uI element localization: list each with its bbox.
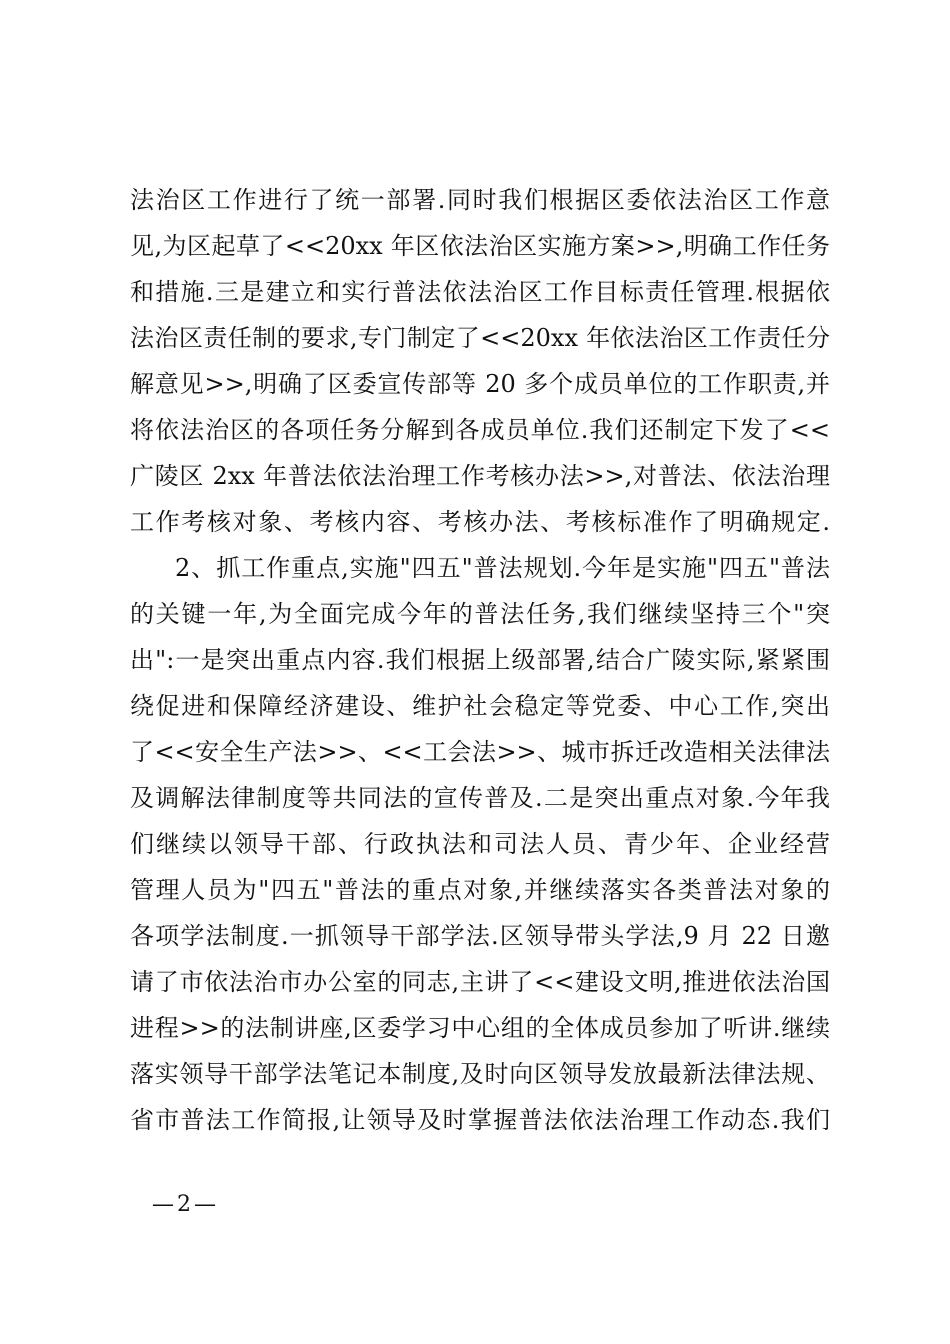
text-line: 法治区责任制的要求,专门制定了<<20xx 年依法治区工作责任分 <box>130 324 830 352</box>
text-line: 出":一是突出重点内容.我们根据上级部署,结合广陵实际,紧紧围 <box>130 646 830 674</box>
text-line: 绕促进和保障经济建设、维护社会稳定等党委、中心工作,突出 <box>130 692 830 720</box>
text-line: 的关键一年,为全面完成今年的普法任务,我们继续坚持三个"突 <box>130 600 830 628</box>
text-line: 将依法治区的各项任务分解到各成员单位.我们还制定下发了<< <box>130 416 830 444</box>
text-line: 管理人员为"四五"普法的重点对象,并继续落实各类普法对象的 <box>130 876 830 904</box>
text-line: 见,为区起草了<<20xx 年区依法治区实施方案>>,明确工作任务 <box>130 232 830 260</box>
text-line: 省市普法工作简报,让领导及时掌握普法依法治理工作动态.我们 <box>130 1106 830 1134</box>
text-line: 工作考核对象、考核内容、考核办法、考核标准作了明确规定. <box>130 508 830 536</box>
text-line: 各项学法制度.一抓领导干部学法.区领导带头学法,9 月 22 日邀 <box>130 922 830 950</box>
text-line: 及调解法律制度等共同法的宣传普及.二是突出重点对象.今年我 <box>130 784 830 812</box>
text-line: 们继续以领导干部、行政执法和司法人员、青少年、企业经营 <box>130 830 830 858</box>
text-line: 和措施.三是建立和实行普法依法治区工作目标责任管理.根据依 <box>130 278 830 306</box>
text-line: 了<<安全生产法>>、<<工会法>>、城市拆迁改造相关法律法 <box>130 738 830 766</box>
paragraph-continuation <box>130 177 830 545</box>
page-number: —2— <box>152 1192 219 1217</box>
text-line: 解意见>>,明确了区委宣传部等 20 多个成员单位的工作职责,并 <box>130 370 830 398</box>
text-line-first-indented: 2、抓工作重点,实施"四五"普法规划.今年是实施"四五"普法 <box>175 554 830 582</box>
text-line: 法治区工作进行了统一部署.同时我们根据区委依法治区工作意 <box>130 186 830 214</box>
text-line: 进程>>的法制讲座,区委学习中心组的全体成员参加了听讲.继续 <box>130 1014 830 1042</box>
text-line: 广陵区 2xx 年普法依法治理工作考核办法>>,对普法、依法治理 <box>130 462 830 490</box>
text-line: 请了市依法治市办公室的同志,主讲了<<建设文明,推进依法治国 <box>130 968 830 996</box>
document-body <box>130 177 830 1143</box>
text-line: 落实领导干部学法笔记本制度,及时向区领导发放最新法律法规、 <box>130 1060 830 1088</box>
paragraph-section-2 <box>130 545 830 1143</box>
